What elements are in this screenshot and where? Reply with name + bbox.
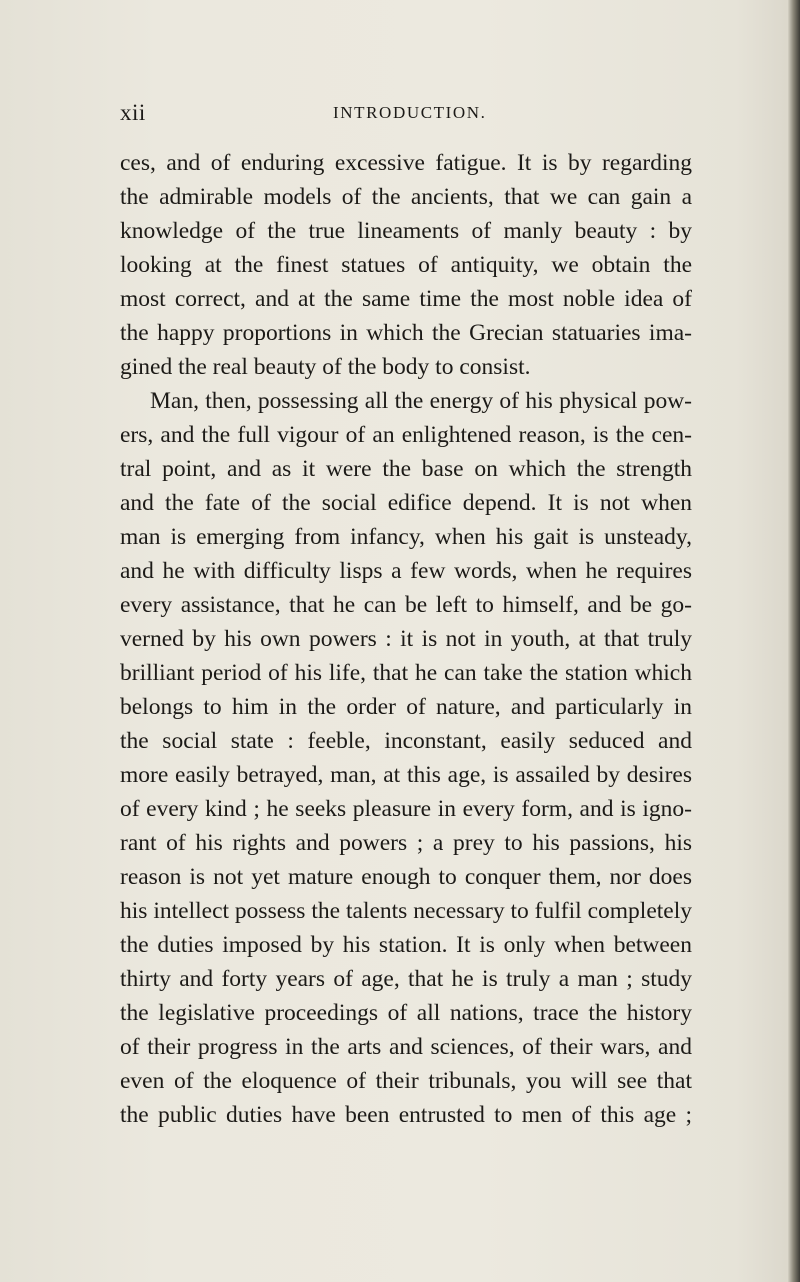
text-line: of every kind ; he seeks pleasure in every form, and is igno- — [120, 796, 692, 822]
text-line: looking at the finest statues of antiquity, we obtain the — [120, 252, 692, 278]
page-number: xii — [120, 100, 146, 125]
text-line: his intellect possess the talents necessary to fulfil completely — [120, 898, 692, 924]
text-line: more easily betrayed, man, at this age, is assailed by desires — [120, 762, 692, 788]
body-text — [120, 146, 692, 1132]
text-line: ers, and the full vigour of an enlightened reason, is the cen- — [120, 422, 692, 448]
text-line: tral point, and as it were the base on which the strength — [120, 456, 692, 482]
text-line: even of the eloquence of their tribunals, you will see that — [120, 1068, 692, 1094]
text-line: thirty and forty years of age, that he is truly a man ; study — [120, 966, 692, 992]
text-line: of their progress in the arts and sciences, of their wars, and — [120, 1034, 692, 1060]
text-line: and the fate of the social edifice depend. It is not when — [120, 490, 692, 516]
text-line: the legislative proceedings of all nations, trace the history — [120, 1000, 692, 1026]
page-header — [120, 100, 680, 134]
text-line: the admirable models of the ancients, that we can gain a — [120, 184, 692, 210]
text-line: reason is not yet mature enough to conquer them, nor does — [120, 864, 692, 890]
text-line: verned by his own powers : it is not in youth, at that truly — [120, 626, 692, 652]
text-line: knowledge of the true lineaments of manly beauty : by — [120, 218, 692, 244]
text-line: the duties imposed by his station. It is only when between — [120, 932, 692, 958]
text-line: the happy proportions in which the Grecian statuaries ima- — [120, 320, 692, 346]
text-line: most correct, and at the same time the most noble idea of — [120, 286, 692, 312]
text-line: Man, then, possessing all the energy of his physical pow- — [150, 388, 692, 414]
text-line: the public duties have been entrusted to men of this age ; — [120, 1102, 692, 1128]
page-binding-edge — [788, 0, 800, 1282]
text-line: every assistance, that he can be left to himself, and be go- — [120, 592, 692, 618]
text-line: brilliant period of his life, that he can take the station which — [120, 660, 692, 686]
text-line: gined the real beauty of the body to consist. — [120, 354, 531, 380]
text-line: man is emerging from infancy, when his gait is unsteady, — [120, 524, 692, 550]
text-line: and he with difficulty lisps a few words, when he requires — [120, 558, 692, 584]
text-line: the social state : feeble, inconstant, easily seduced and — [120, 728, 692, 754]
running-head: INTRODUCTION. — [333, 103, 487, 122]
text-line: rant of his rights and powers ; a prey to his passions, his — [120, 830, 692, 856]
text-line: ces, and of enduring excessive fatigue. It is by regarding — [120, 150, 692, 176]
text-line: belongs to him in the order of nature, and particularly in — [120, 694, 692, 720]
